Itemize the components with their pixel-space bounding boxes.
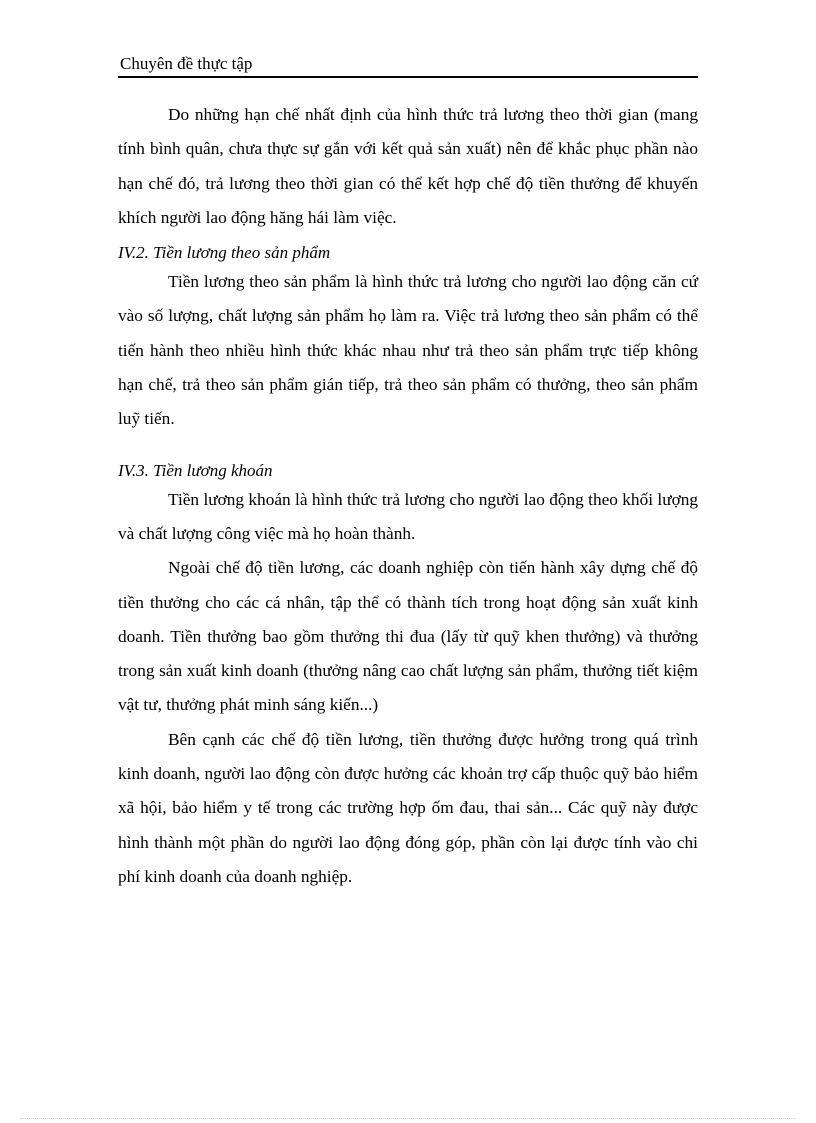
paragraph-4: Ngoài chế độ tiền lương, các doanh nghiệp còn tiến hành xây dựng chế độ tiền thưởng cho các cá nhân, tập thể có thành tích trong hoạt động sản xuất kinh doanh. Tiền thưởng bao gồm thưởng thi đua (lấy từ quỹ khen thưởng) và thưởng trong sản xuất kinh doanh (thưởng nâng cao chất lượng sản phẩm, thưởng tiết kiệm vật tư, thưởng phát minh sáng kiến...): [118, 558, 698, 715]
page-bottom-border: [20, 1118, 796, 1119]
document-body: [118, 98, 698, 894]
section-heading-iv-2: IV.2. Tiền lương theo sản phẩm: [118, 243, 331, 263]
paragraph-3: Tiền lương khoán là hình thức trả lương cho người lao động theo khối lượng và chất lượng công việc mà họ hoàn thành.: [118, 489, 698, 543]
page-header: [118, 52, 698, 78]
paragraph-1: Do những hạn chế nhất định của hình thức trả lương theo thời gian (mang tính bình quân, chưa thực sự gắn với kết quả sản xuất) nên để khắc phục phần nào hạn chế đó, trả lương theo thời gian có thể kết hợp chế độ tiền thưởng để khuyến khích người lao động hăng hái làm việc.: [118, 105, 698, 227]
header-title: Chuyên đề thực tập: [120, 54, 253, 73]
paragraph-5: Bên cạnh các chế độ tiền lương, tiền thưởng được hưởng trong quá trình kinh doanh, người lao động còn được hưởng các khoản trợ cấp thuộc quỹ bảo hiểm xã hội, bảo hiểm y tế trong các trường hợp ốm đau, thai sản... Các quỹ này được hình thành một phần do người lao động đóng góp, phần còn lại được tính vào chi phí kinh doanh của doanh nghiệp.: [118, 729, 698, 886]
paragraph-2: Tiền lương theo sản phẩm là hình thức trả lương cho người lao động căn cứ vào số lượng, chất lượng sản phẩm họ làm ra. Việc trả lương theo sản phẩm có thể tiến hành theo nhiều hình thức khác nhau như trả theo sản phẩm trực tiếp không hạn chế, trả theo sản phẩm gián tiếp, trả theo sản phẩm có thưởng, theo sản phẩm luỹ tiến.: [118, 272, 698, 429]
section-heading-iv-3: IV.3. Tiền lương khoán: [118, 460, 273, 480]
